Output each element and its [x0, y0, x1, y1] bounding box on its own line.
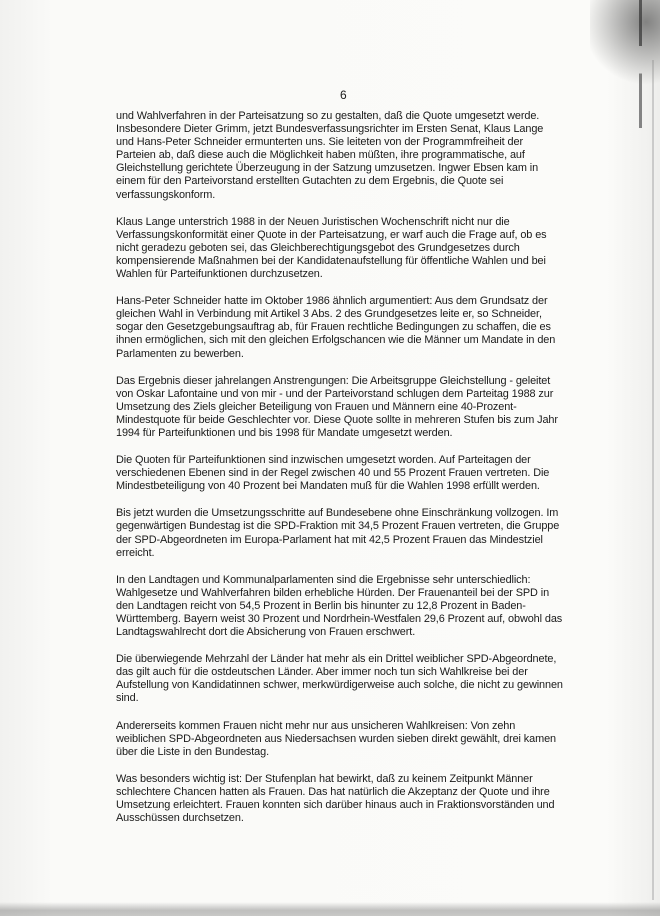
- paragraph-5: Die Quoten für Parteifunktionen sind inzwischen umgesetzt worden. Auf Parteitagen der verschiedenen Ebenen sind in der Regel zwischen 40 und 55 Prozent Frauen vertreten. Die Mindestbeteiligung von 40 Prozent bei Mandaten muß für die Wahlen 1998 erfüllt werden.: [116, 454, 550, 493]
- scan-edge-right-faint: [652, 60, 654, 900]
- paragraph-1: und Wahlverfahren in der Parteisatzung so zu gestalten, daß die Quote umgesetzt werde. Insbesondere Dieter Grimm, jetzt Bundesverfassungsrichter im Ersten Senat, Klaus Lange und Hans-Peter Schneider ermunterten uns. Sie leiteten von der Programmfreiheit der Parteien ab, daß diese auch die Möglichkeit haben müßten, ihre programmatische, auf Gleichstellung gerichtete Überzeugung in der Satzung umzusetzen. Ingwer Ebsen kam in einem für den Parteivorstand erstellten Gutachten zu dem Ergebnis, die Quote sei verfassungskonform.: [116, 110, 544, 201]
- paragraph-10: Was besonders wichtig ist: Der Stufenplan hat bewirkt, daß zu keinem Zeitpunkt Männer schlechtere Chancen hatten als Frauen. Das hat natürlich die Akzeptanz der Quote und ihre Umsetzung erleichtert. Frauen konnten sich darüber hinaus auch in Fraktionsvorständen und Ausschüssen durchsetzen.: [116, 772, 555, 825]
- scan-shadow-bottom: [0, 902, 660, 916]
- paragraph-4: Das Ergebnis dieser jahrelangen Anstrengungen: Die Arbeitsgruppe Gleichstellung - geleitet von Oskar Lafontaine und von mir - und der Parteivorstand schlugen dem Parteitag 1988 zur Umsetzung des Ziels gleicher Beteiligung von Frauen und Männern eine 40-Prozent-Mindestquote für beide Geschlechter vor. Diese Quote sollte in mehreren Stufen bis zum Jahr 1994 für Parteifunktionen und bis 1998 für Mandate umgesetzt werden.: [116, 374, 558, 439]
- scan-shadow-top: [590, 0, 660, 110]
- paragraph-3: Hans-Peter Schneider hatte im Oktober 1986 ähnlich argumentiert: Aus dem Grundsatz der gleichen Wahl in Verbindung mit Artikel 3 Abs. 2 des Grundgesetzes leite er, so Schneider, sogar den Gesetzgebungsauftrag ab, für Frauen rechtliche Bedingungen zu schaffen, die es ihnen ermöglichen, sich mit den gleichen Erfolgschancen wie die Männer um Mandate in den Parlamenten zu bewerben.: [116, 295, 556, 360]
- paragraph-8: Die überwiegende Mehrzahl der Länder hat mehr als ein Drittel weiblicher SPD-Abgeordnete, das gilt auch für die ostdeutschen Länder. Aber immer noch tun sich Wahlkreise bei der Aufstellung von Kandidatinnen schwer, merkwürdigerweise auch solche, die nicht zu gewinnen sind.: [116, 653, 563, 705]
- scan-edge-right: [639, 0, 642, 916]
- paragraph-7: In den Landtagen und Kommunalparlamenten sind die Ergebnisse sehr unterschiedlich: Wahlgesetze und Wahlverfahren bilden erhebliche Hürden. Der Frauenanteil bei der SPD in den Landtagen reicht von 54,5 Prozent in Berlin bis hinunter zu 12,8 Prozent in Baden-Württemberg. Bayern weist 30 Prozent und Nordrhein-Westfalen 29,6 Prozent auf, obwohl das Landtagswahlrecht dort die Absicherung von Frauen erschwert.: [116, 573, 563, 639]
- page-number: 6: [340, 88, 347, 102]
- paragraph-9: Andererseits kommen Frauen nicht mehr nur aus unsicheren Wahlkreisen: Von zehn weiblichen SPD-Abgeordneten aus Niedersachsen wurden sieben direkt gewählt, drei kamen über die Liste in den Bundestag.: [116, 719, 556, 758]
- paragraph-6: Bis jetzt wurden die Umsetzungsschritte auf Bundesebene ohne Einschränkung vollzogen. Im gegenwärtigen Bundestag ist die SPD-Fraktion mit 34,5 Prozent Frauen vertreten, die Gruppe der SPD-Abgeordneten im Europa-Parlament hat mit 42,5 Prozent Frauen das Mindestziel erreicht.: [116, 507, 560, 559]
- paragraph-2: Klaus Lange unterstrich 1988 in der Neuen Juristischen Wochenschrift nicht nur die Verfassungskonformität einer Quote in der Parteisatzung, er warf auch die Frage auf, ob es nicht geradezu geboten sei, das Gleichberechtigungsgebot des Grundgesetzes durch kompensierende Maßnahmen bei der Kandidatenaufstellung für öffentliche Wahlen und bei Wahlen für Parteifunktionen durchzusetzen.: [116, 215, 547, 281]
- body-text: [116, 110, 564, 839]
